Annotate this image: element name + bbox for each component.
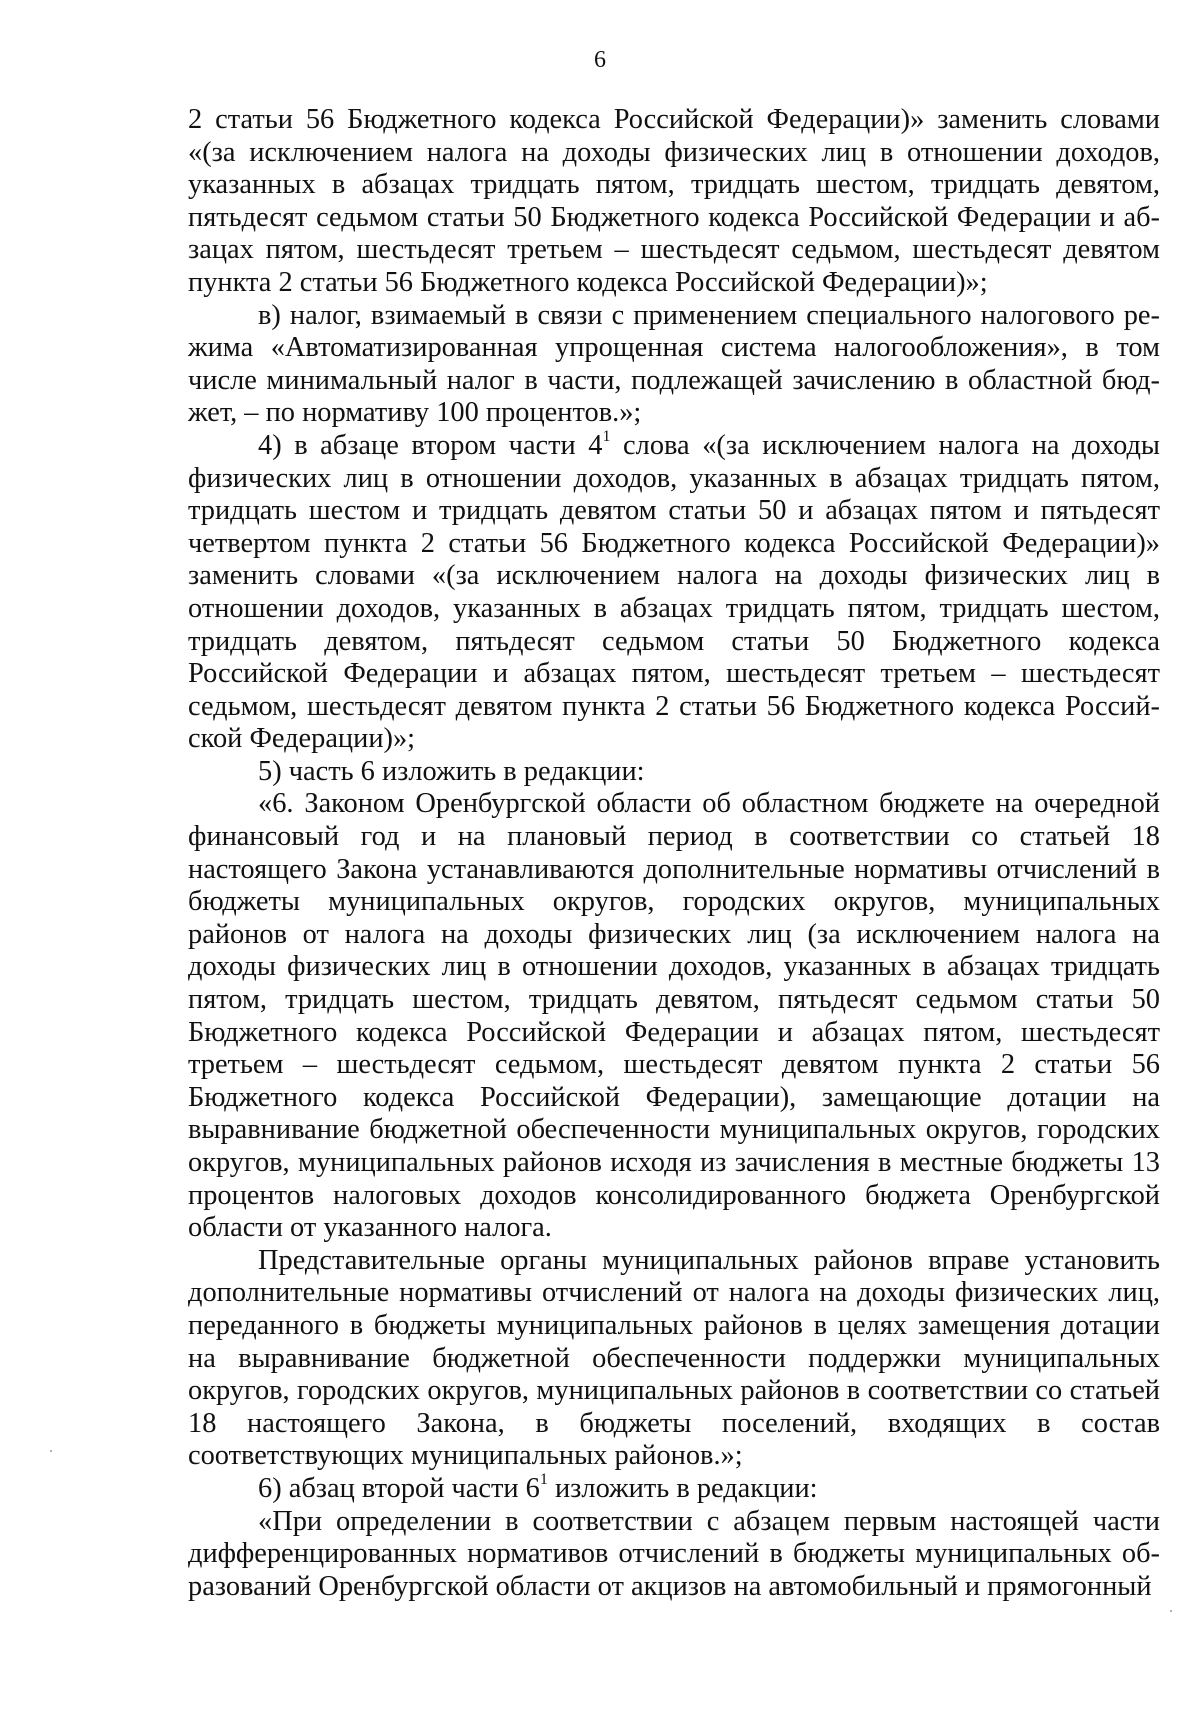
scan-speck [1170, 1610, 1172, 1612]
paragraph [188, 1473, 1160, 1506]
paragraph-text: 6) абзац второй части 6 [258, 1472, 540, 1504]
paragraph: в) налог, взимаемый в связи с применением специального налогового режима «Автоматизированная упрощенная система налогообложения», в том числе минимальный налог в части, подлежащей зачислению в областной бюджет, – по нормативу 100 процентов.»; [188, 299, 1160, 429]
paragraph [188, 430, 1160, 756]
paragraph-text: 4) в абзаце втором части 4 [258, 429, 603, 461]
paragraph: Представительные органы муниципальных районов вправе установить дополнительные нормативы отчислений от налога на доходы физических лиц, переданного в бюджеты муниципальных районов в целях замещения дотации на выравнивание бюджетной обеспеченности поддержки муниципальных округов, городских округов, муниципальных районов в соответствии со статьей 18 настоящего Закона, в бюджеты поселений, входящих в состав соответствующих муниципальных районов.»; [188, 1244, 1160, 1472]
paragraph-text: изложить в редакции: [547, 1472, 818, 1504]
paragraph: «При определении в соответствии с абзацем первым настоящей части дифференцированных нормативов отчислений в бюджеты муниципальных образований Оренбургской области от акцизов на автомобильный и прямогонный [188, 1505, 1160, 1602]
document-body [188, 104, 1160, 1603]
paragraph: «6. Законом Оренбургской области об областном бюджете на очередной финансовый год и на плановый период в соответствии со статьей 18 настоящего Закона устанавливаются дополнительные нормативы отчислений в бюджеты муниципальных округов, городских округов, муниципальных районов от налога на доходы физических лиц (за исключением налога на доходы физических лиц в отношении доходов, указанных в абзацах тридцать пятом, тридцать шестом, тридцать девятом, пятьдесят седьмом статьи 50 Бюджетного кодекса Российской Федерации и абзацах пятом, шестьдесят третьем – шестьдесят седьмом, шестьдесят девятом пункта 2 статьи 56 Бюджетного кодекса Российской Федерации), замещающие дотации на выравнивание бюджетной обеспеченности муниципальных округов, городских округов, муниципальных районов исходя из зачисления в местные бюджеты 13 процентов налоговых доходов консолидированного бюджета Оренбургской области от указанного налога. [188, 788, 1160, 1244]
superscript: 1 [602, 428, 611, 446]
superscript: 1 [539, 1471, 548, 1489]
page-number: 6 [594, 47, 606, 73]
paragraph: 5) часть 6 изложить в редакции: [258, 755, 645, 787]
scan-speck [50, 1450, 52, 1452]
paragraph: 2 статьи 56 Бюджетного кодекса Российской Федерации)» заменить словами «(за исключением налога на доходы физических лиц в отношении доходов, указанных в абзацах тридцать пятом, тридцать шестом, тридцать девятом, пятьдесят седьмом статьи 50 Бюджетного кодекса Российской Федерации и абзацах пятом, шестьдесят третьем – шестьдесят седьмом, шестьдесят девятом пункта 2 статьи 56 Бюджетного кодекса Российской Федерации)»; [188, 104, 1160, 298]
paragraph-text: слова «(за исключением налога на доходы физических лиц в отношении доходов, указанных в абзацах тридцать пятом, тридцать шестом и тридцать девятом статьи 50 и абзацах пятом и пятьдесят четвертом пункта 2 статьи 56 Бюджетного кодекса Российской Федерации)» заменить словами «(за исключением налога на доходы физических лиц в отношении доходов, указанных в абзацах тридцать пятом, тридцать шестом, тридцать девятом, пятьдесят седьмом статьи 50 Бюджетного кодекса Российской Федерации и абзацах пятом, шестьдесят третьем – шестьдесят седьмом, шестьдесят девятом пункта 2 статьи 56 Бюджетного кодекса Российской Федерации)»; [188, 429, 1160, 755]
